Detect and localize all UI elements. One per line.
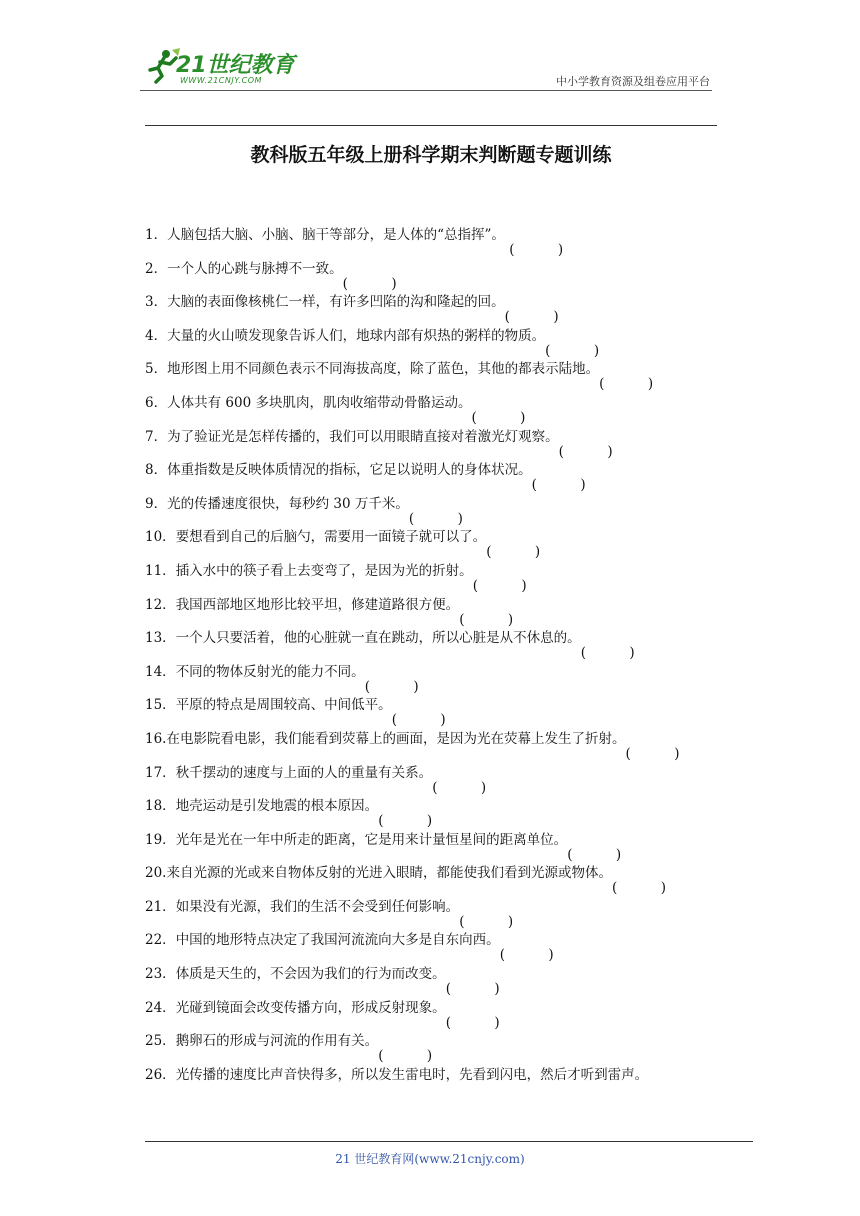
- question-number: 2．: [145, 260, 168, 277]
- question-item: [145, 358, 725, 392]
- question-item: [145, 963, 725, 997]
- question-number: 13．: [145, 630, 176, 647]
- question-number: 17．: [145, 764, 176, 781]
- question-number: 23．: [145, 966, 176, 983]
- question-text: 中国的地形特点决定了我国河流流向大多是自东向西。: [175, 932, 500, 949]
- question-number: 21．: [145, 898, 176, 915]
- question-number: 20.: [145, 865, 167, 882]
- question-text: 鹅卵石的形成与河流的作用有关。: [175, 1033, 379, 1050]
- title-divider: [145, 125, 717, 126]
- question-item: [145, 627, 725, 661]
- question-number: 12．: [145, 596, 176, 613]
- question-item: [145, 997, 725, 1031]
- logo-wordmark: 21世纪教育: [176, 53, 295, 78]
- question-number: 19．: [145, 831, 176, 848]
- question-item: [145, 560, 725, 594]
- question-number: 18．: [145, 798, 176, 815]
- question-number: 11．: [145, 562, 176, 579]
- question-item: [145, 426, 725, 460]
- footer-source[interactable]: 21 世纪教育网(www.21cnjy.com): [335, 1152, 525, 1166]
- question-item: [145, 661, 725, 695]
- page-title: 教科版五年级上册科学期末判断题专题训练: [250, 144, 612, 166]
- question-item: [145, 795, 725, 829]
- question-number: 24．: [145, 999, 176, 1016]
- question-item: [145, 594, 725, 628]
- question-number: 10．: [145, 529, 176, 546]
- question-text: 如果没有光源，我们的生活不会受到任何影响。: [175, 898, 460, 915]
- question-item: [145, 493, 725, 527]
- platform-tagline: 中小学教育资源及组卷应用平台: [556, 75, 710, 88]
- question-item: [145, 526, 725, 560]
- page-header: [140, 40, 712, 92]
- header-divider: [140, 90, 712, 91]
- question-text: 地壳运动是引发地震的根本原因。: [175, 798, 379, 815]
- question-text: 光年是光在一年中所走的距离，它是用来计量恒星间的距离单位。: [175, 831, 568, 848]
- question-answer-line: [145, 1097, 725, 1131]
- question-item: [145, 929, 725, 963]
- question-item: [145, 1030, 725, 1064]
- question-text: 光的传播速度很快，每秒约 30 万千米。: [167, 495, 409, 512]
- question-text: 人脑包括大脑、小脑、脑干等部分，是人体的“总指挥”。: [167, 227, 510, 243]
- question-number: 25．: [145, 1033, 176, 1050]
- question-text: 大量的火山喷发现象告诉人们，地球内部有炽热的粥样的物质。: [167, 327, 546, 344]
- question-number: 22．: [145, 932, 176, 949]
- question-text: 不同的物体反射光的能力不同。: [175, 663, 365, 680]
- question-item: [145, 694, 725, 728]
- question-text: 在电影院看电影，我们能看到荧幕上的画面，是因为光在荧幕上发生了折射。: [166, 730, 626, 747]
- question-item: [145, 291, 725, 325]
- question-text: 光传播的速度比声音快得多，所以发生雷电时，先看到闪电，然后才听到雷声。: [175, 1066, 649, 1083]
- question-item: [145, 459, 725, 493]
- question-text: 为了验证光是怎样传播的，我们可以用眼睛直接对着激光灯观察。: [167, 428, 559, 445]
- question-number: 3．: [145, 294, 168, 311]
- question-item: [145, 1064, 725, 1098]
- question-number: 15．: [145, 697, 176, 714]
- question-item: [145, 392, 725, 426]
- question-text: 一个人只要活着，他的心脏就一直在跳动，所以心脏是从不休息的。: [175, 630, 581, 647]
- question-number: 1．: [145, 227, 168, 243]
- question-text: 要想看到自己的后脑勺，需要用一面镜子就可以了。: [175, 529, 487, 546]
- footer-divider: [145, 1141, 753, 1142]
- question-number: 9．: [145, 495, 168, 512]
- question-list: [145, 224, 725, 1131]
- question-text: 一个人的心跳与脉搏不一致。: [167, 260, 343, 277]
- question-item: [145, 762, 725, 796]
- question-number: 5．: [145, 361, 168, 378]
- site-logo[interactable]: [140, 40, 310, 90]
- question-number: 16.: [145, 730, 167, 747]
- question-item: [145, 896, 725, 930]
- question-text: 人体共有 600 多块肌肉，肌肉收缩带动骨骼运动。: [167, 394, 472, 411]
- question-number: 14．: [145, 663, 176, 680]
- question-text: 我国西部地区地形比较平坦，修建道路很方便。: [175, 596, 460, 613]
- question-number: 26．: [145, 1066, 176, 1083]
- question-item: [145, 325, 725, 359]
- question-text: 插入水中的筷子看上去变弯了，是因为光的折射。: [175, 562, 473, 579]
- question-item: [145, 728, 725, 762]
- question-number: 6．: [145, 394, 168, 411]
- question-number: 4．: [145, 327, 168, 344]
- question-number: 7．: [145, 428, 168, 445]
- question-text: 平原的特点是周围较高、中间低平。: [175, 697, 392, 714]
- logo-url: WWW.21CNJY.COM: [180, 76, 262, 85]
- question-item: [145, 829, 725, 863]
- question-text: 来自光源的光或来自物体反射的光进入眼睛，都能使我们看到光源或物体。: [166, 865, 612, 882]
- question-text: 光碰到镜面会改变传播方向，形成反射现象。: [175, 999, 446, 1016]
- question-number: 8．: [145, 462, 168, 479]
- question-text: 大脑的表面像核桃仁一样，有许多凹陷的沟和隆起的回。: [167, 294, 505, 311]
- question-text: 体质是天生的，不会因为我们的行为而改变。: [175, 966, 446, 983]
- question-item: [145, 862, 725, 896]
- question-item: [145, 224, 725, 258]
- question-text: 秋千摆动的速度与上面的人的重量有关系。: [175, 764, 433, 781]
- question-text: 地形图上用不同颜色表示不同海拔高度，除了蓝色，其他的都表示陆地。: [167, 361, 600, 378]
- question-text: 体重指数是反映体质情况的指标，它足以说明人的身体状况。: [167, 462, 532, 479]
- question-item: [145, 258, 725, 292]
